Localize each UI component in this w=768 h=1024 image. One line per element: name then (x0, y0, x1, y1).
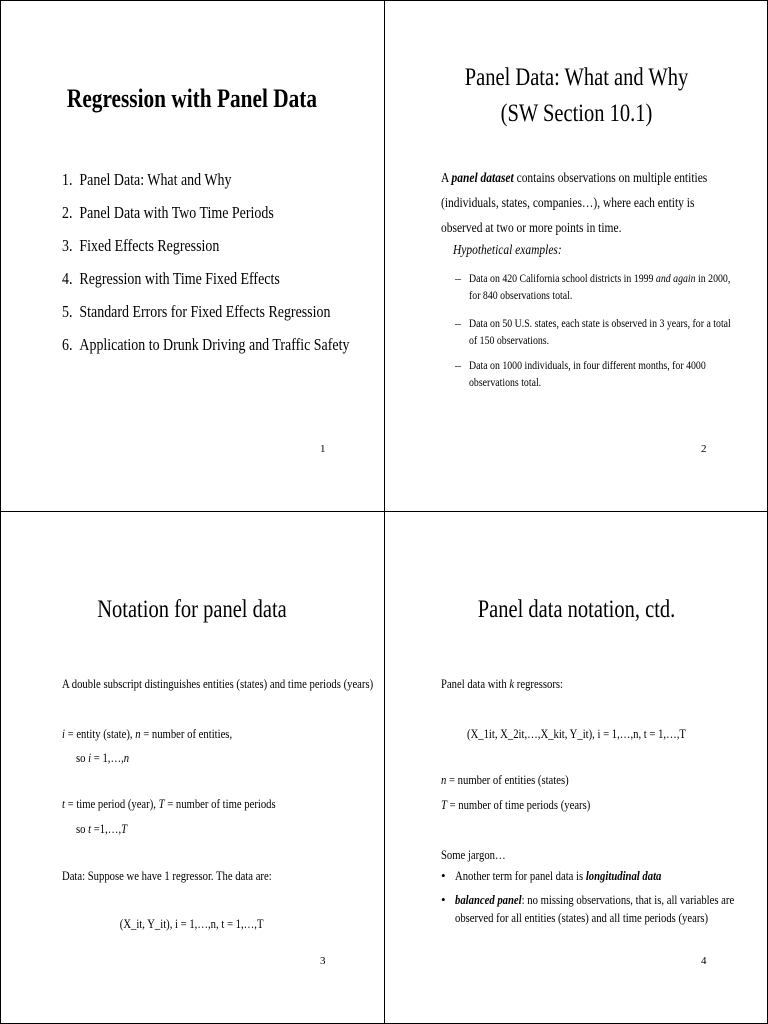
entity-range: so i = 1,…,n (76, 750, 130, 765)
entity-definition: i = entity (state), n = number of entities, (62, 726, 233, 741)
term-panel-dataset: panel dataset (451, 171, 514, 186)
page-number: 2 (701, 443, 707, 455)
time-range: so t =1,…,T (76, 821, 128, 836)
slide-2-title: Panel Data: What and Why (464, 64, 689, 91)
slide-4: Panel data notation, ctd. Panel data with k regressors: (X_1it, X_2it,…,X_kit, Y_it), i = 1,…,n, t = 1,…,T n = number of entities (states) T = number of time periods (years) Some jargon… • Another term for panel data is longitudinal data • balanced panel: no missing observations, that is, all variables are observed for all entities (states) and all time periods (years) 4 (385, 512, 768, 1024)
slide-3-title: Notation for panel data (97, 596, 287, 623)
outline-item: 2. Panel Data with Two Time Periods (62, 203, 274, 222)
slide-2-subtitle: (SW Section 10.1) (500, 100, 653, 127)
slide-4-title: Panel data notation, ctd. (477, 596, 676, 623)
definition-paragraph: A panel dataset contains observations on multiple entities (individuals, states, companies…), where each entity is observed at two or more points in time. (441, 171, 708, 236)
page-number: 3 (320, 955, 326, 967)
outline-item: 5. Standard Errors for Fixed Effects Regression (62, 302, 331, 321)
time-definition: t = time period (year), T = number of time periods (62, 796, 276, 811)
page-number: 1 (320, 443, 326, 455)
data-formula: (X_it, Y_it), i = 1,…,n, t = 1,…,T (120, 916, 264, 931)
slide-2: Panel Data: What and Why (SW Section 10.1) A panel dataset contains observations on multiple entities (individuals, states, companies…), where each entity is observed at two or more points in time. Hypothetical examples: – Data on 420 California school districts in 1999 and again in 2000, for 840 observations total. – Data on 50 U.S. states, each state is observed in 3 years, for a total of 150 observations. – Data on 1000 individuals, in four different months, for 4000 observations total. 2 (385, 0, 768, 511)
outline-item: 4. Regression with Time Fixed Effects (62, 269, 280, 288)
intro-text: A double subscript distinguishes entities (states) and time periods (years) (62, 676, 374, 691)
outline-item: 3. Fixed Effects Regression (62, 236, 220, 255)
outline-item: 1. Panel Data: What and Why (62, 170, 232, 189)
data-intro: Data: Suppose we have 1 regressor. The data are: (62, 868, 272, 883)
outline-item: 6. Application to Drunk Driving and Traffic Safety (62, 335, 350, 354)
examples-heading: Hypothetical examples: (453, 243, 562, 258)
data-formula: (X_1it, X_2it,…,X_kit, Y_it), i = 1,…,n, t = 1,…,T (467, 726, 686, 741)
intro-text: Panel data with k regressors: (441, 676, 563, 691)
slide-1-title: Regression with Panel Data (66, 84, 318, 113)
page-number: 4 (701, 955, 707, 967)
entities-definition: n = number of entities (states) (441, 772, 569, 787)
jargon-heading: Some jargon… (441, 847, 506, 862)
periods-definition: T = number of time periods (years) (441, 797, 591, 812)
